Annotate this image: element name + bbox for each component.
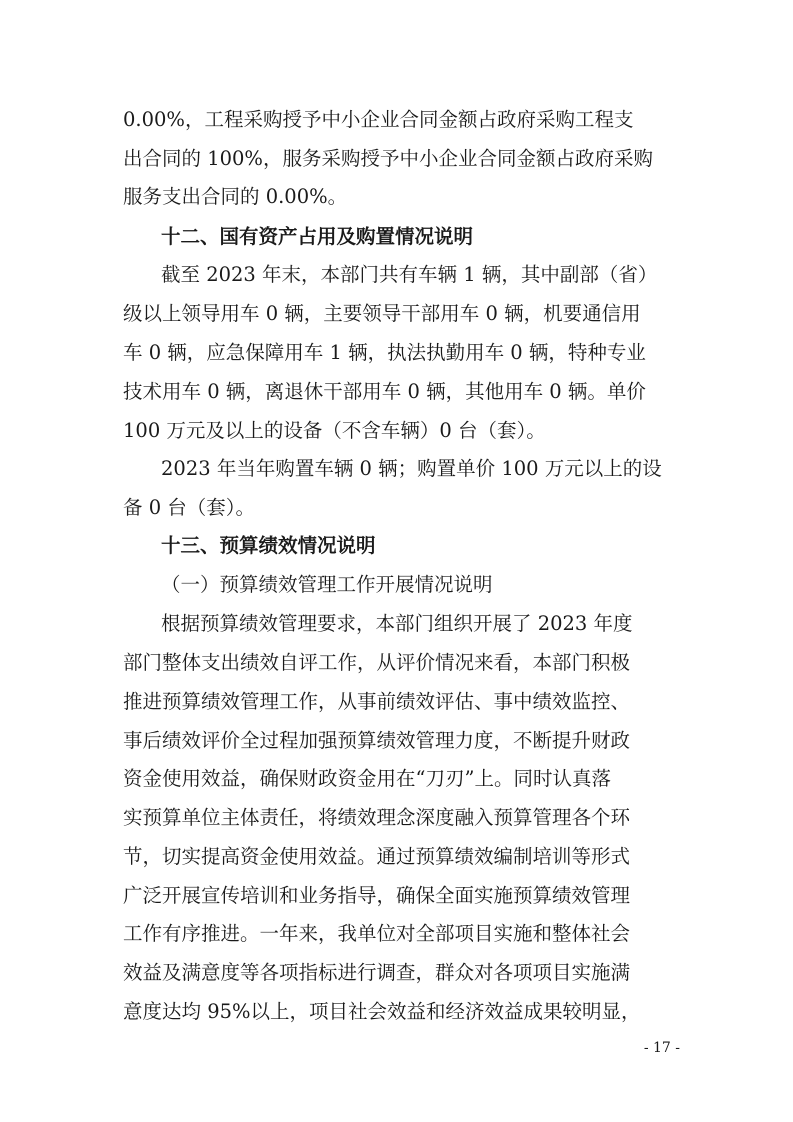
- body-text-line: 推进预算绩效管理工作，从事前绩效评估、事中绩效监控、: [123, 690, 631, 713]
- body-text-line: 出合同的 100%，服务采购授予中小企业合同金额占政府采购: [123, 147, 653, 170]
- body-text-line: 2023 年当年购置车辆 0 辆；购置单价 100 万元以上的设: [161, 457, 662, 480]
- body-text-line: 节，切实提高资金使用效益。通过预算绩效编制培训等形式: [123, 845, 631, 868]
- body-text-line: 级以上领导用车 0 辆，主要领导干部用车 0 辆，机要通信用: [123, 302, 641, 325]
- body-text-line: 工作有序推进。一年来，我单位对全部项目实施和整体社会: [123, 922, 631, 945]
- body-text-line: 0.00%，工程采购授予中小企业合同金额占政府采购工程支: [123, 108, 634, 131]
- body-text-line: 资金使用效益，确保财政资金用在“刀刃”上。同时认真落: [123, 767, 611, 790]
- body-text-line: 备 0 台（套）。: [123, 496, 256, 519]
- body-text-line: 实预算单位主体责任，将绩效理念深度融入预算管理各个环: [123, 806, 631, 829]
- body-text-line: 广泛开展宣传培训和业务指导，确保全面实施预算绩效管理: [123, 884, 631, 907]
- body-text-line: 服务支出合同的 0.00%。: [123, 185, 348, 208]
- page-number: - 17 -: [643, 1040, 680, 1056]
- section-heading-13: 十三、预算绩效情况说明: [161, 534, 376, 557]
- body-text-line: 意度达均 95%以上，项目社会效益和经济效益成果较明显，: [123, 1000, 641, 1023]
- body-text-line: 100 万元及以上的设备（不含车辆）0 台（套）。: [123, 419, 546, 442]
- body-text-line: 截至 2023 年末，本部门共有车辆 1 辆，其中副部（省）: [161, 263, 658, 286]
- body-text-line: 部门整体支出绩效自评工作，从评价情况来看，本部门积极: [123, 651, 631, 674]
- subsection-heading: （一）预算绩效管理工作开展情况说明: [161, 573, 493, 596]
- body-text-line: 效益及满意度等各项指标进行调查，群众对各项项目实施满: [123, 961, 631, 984]
- body-text-line: 事后绩效评价全过程加强预算绩效管理力度，不断提升财政: [123, 729, 631, 752]
- body-text-line: 根据预算绩效管理要求，本部门组织开展了 2023 年度: [161, 612, 633, 635]
- body-text-line: 车 0 辆，应急保障用车 1 辆，执法执勤用车 0 辆，特种专业: [123, 341, 646, 364]
- section-heading-12: 十二、国有资产占用及购置情况说明: [161, 225, 474, 248]
- body-text-line: 技术用车 0 辆，离退休干部用车 0 辆，其他用车 0 辆。单价: [123, 380, 646, 403]
